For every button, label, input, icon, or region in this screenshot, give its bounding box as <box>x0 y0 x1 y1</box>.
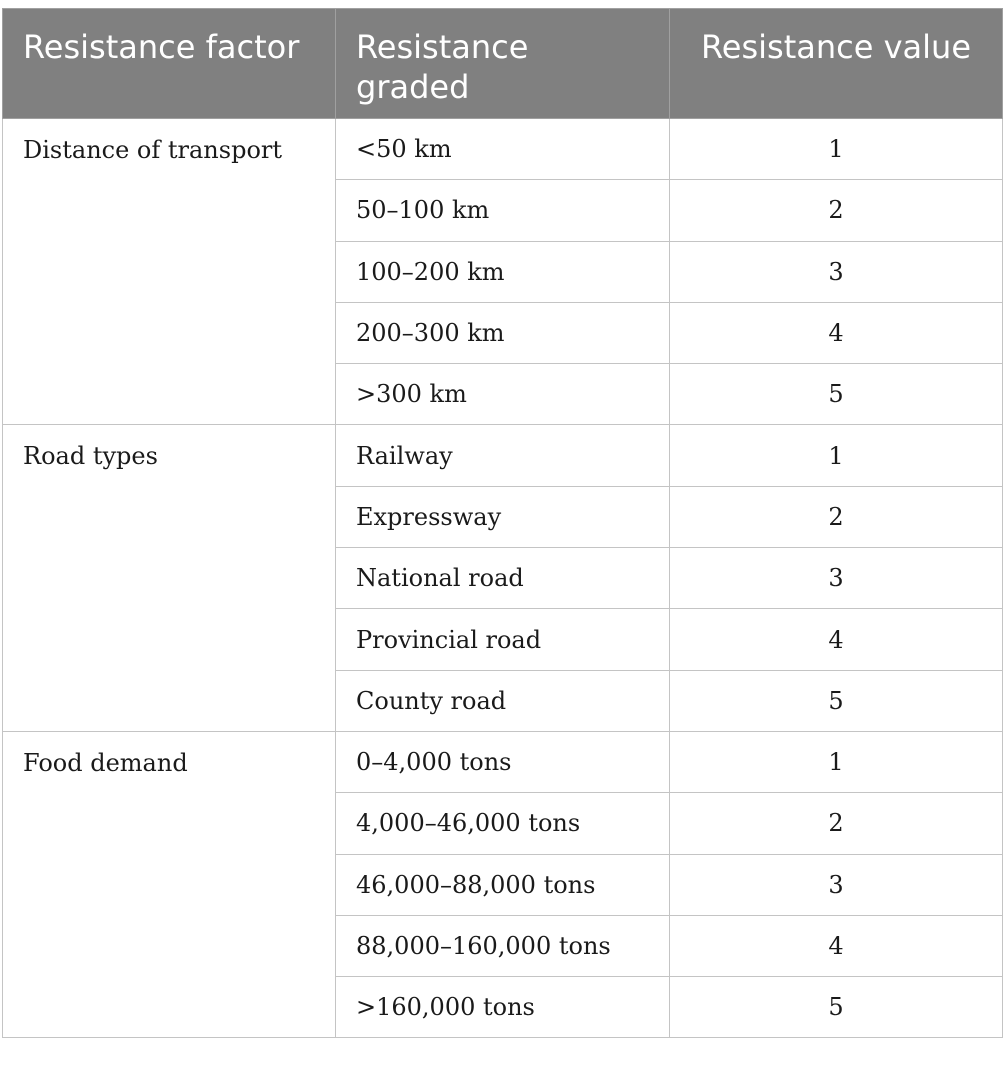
grade-cell: >300 km <box>336 364 670 425</box>
value-cell: 1 <box>670 731 1003 792</box>
value-cell: 2 <box>670 180 1003 241</box>
grade-cell: 4,000–46,000 tons <box>336 793 670 854</box>
grade-cell: 200–300 km <box>336 302 670 363</box>
header-row <box>3 9 1003 119</box>
grade-cell: Expressway <box>336 486 670 547</box>
grade-cell: National road <box>336 548 670 609</box>
grade-cell: >160,000 tons <box>336 977 670 1038</box>
grade-cell: 0–4,000 tons <box>336 731 670 792</box>
factor-cell: Road types <box>3 425 336 731</box>
value-cell: 4 <box>670 302 1003 363</box>
value-cell: 5 <box>670 670 1003 731</box>
grade-cell: Railway <box>336 425 670 486</box>
value-cell: 3 <box>670 854 1003 915</box>
grade-cell: 46,000–88,000 tons <box>336 854 670 915</box>
value-cell: 1 <box>670 119 1003 180</box>
grade-cell: County road <box>336 670 670 731</box>
grade-cell: <50 km <box>336 119 670 180</box>
table-row <box>3 119 1003 180</box>
grade-cell: 50–100 km <box>336 180 670 241</box>
header-resistance-factor: Resistance factor <box>3 9 336 119</box>
resistance-table <box>2 8 1003 1038</box>
value-cell: 5 <box>670 977 1003 1038</box>
factor-cell: Distance of transport <box>3 119 336 425</box>
table-row <box>3 731 1003 792</box>
value-cell: 5 <box>670 364 1003 425</box>
value-cell: 3 <box>670 241 1003 302</box>
value-cell: 3 <box>670 548 1003 609</box>
factor-cell: Food demand <box>3 731 336 1037</box>
grade-cell: Provincial road <box>336 609 670 670</box>
grade-cell: 88,000–160,000 tons <box>336 915 670 976</box>
value-cell: 4 <box>670 609 1003 670</box>
header-resistance-graded: Resistance graded <box>336 9 670 119</box>
header-resistance-value: Resistance value <box>670 9 1003 119</box>
grade-cell: 100–200 km <box>336 241 670 302</box>
table-row <box>3 425 1003 486</box>
value-cell: 2 <box>670 486 1003 547</box>
value-cell: 1 <box>670 425 1003 486</box>
value-cell: 4 <box>670 915 1003 976</box>
value-cell: 2 <box>670 793 1003 854</box>
